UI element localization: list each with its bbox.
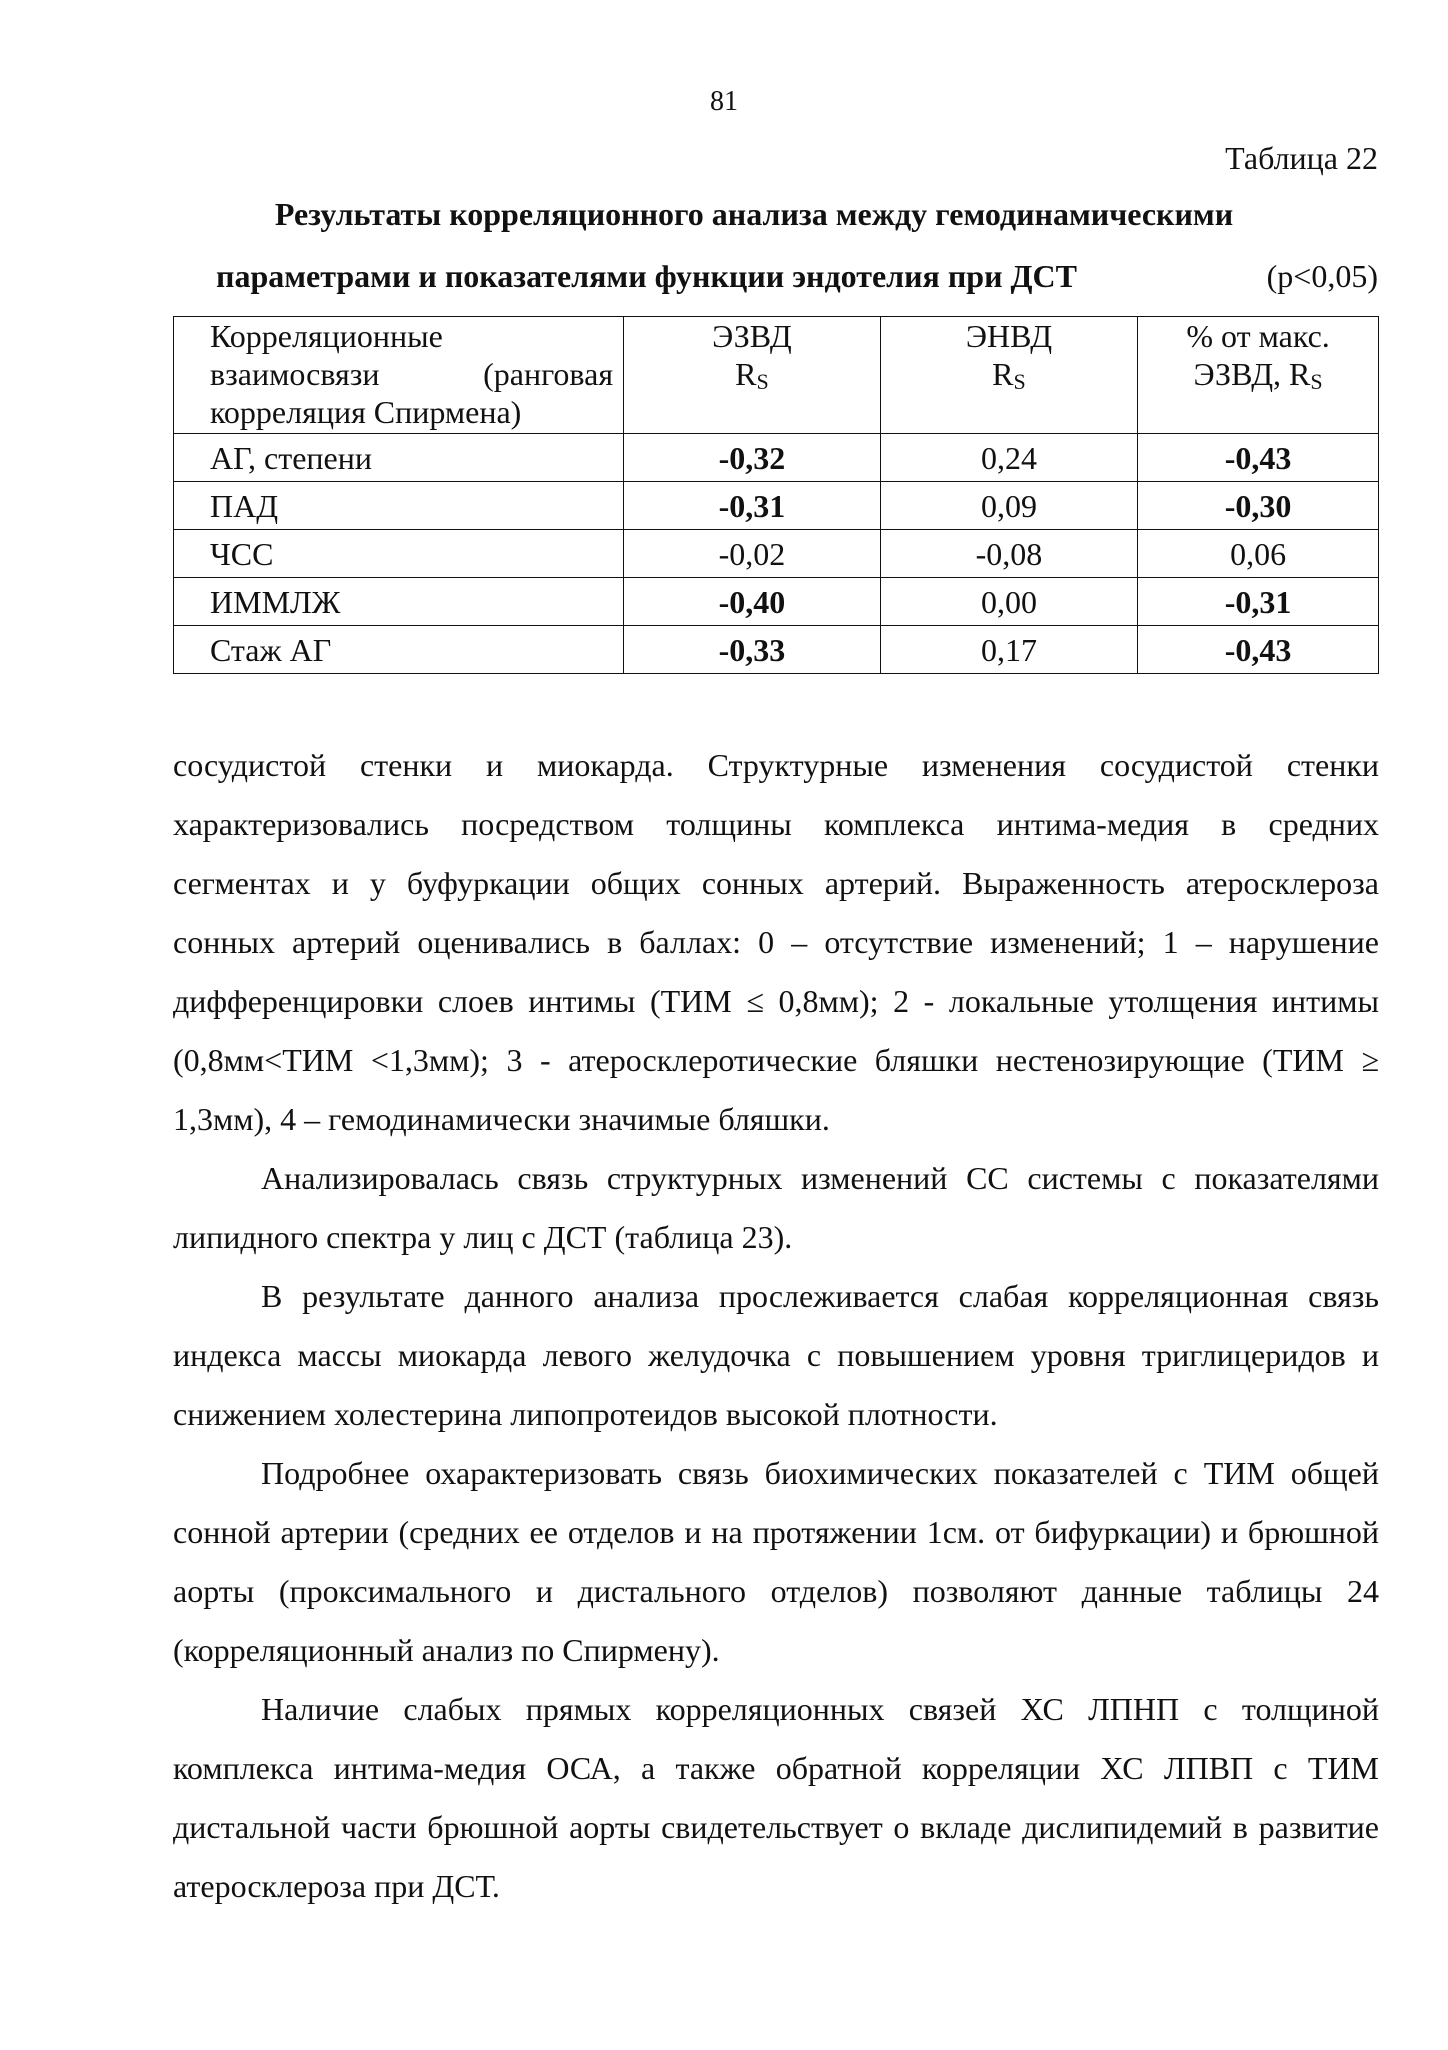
header-envd bbox=[880, 317, 1137, 434]
header-col1-line2 bbox=[210, 355, 613, 393]
cell-ezvd: -0,32 bbox=[624, 434, 881, 482]
header-correlation-type bbox=[174, 317, 624, 434]
row-label: АГ, степени bbox=[174, 434, 624, 482]
row-label: ИММЛЖ bbox=[174, 578, 624, 626]
cell-ezvd: -0,31 bbox=[624, 482, 881, 530]
cell-pct-max-ezvd: -0,43 bbox=[1138, 626, 1379, 674]
body-text bbox=[173, 736, 1379, 1916]
paragraph-4: Подробнее охарактеризовать связь биохимических показателей с ТИМ общей сонной артерии (средних ее отделов и на протяжении 1см. от бифуркации) и брюшной аорты (проксимального и дистального отделов) позволяют данные таблицы 24 (корреляционный анализ по Спирмену). bbox=[173, 1455, 1379, 1668]
cell-ezvd: -0,02 bbox=[624, 530, 881, 578]
header-pct-line2 bbox=[1144, 355, 1372, 401]
header-col1-line2-left: взаимосвязи bbox=[210, 356, 380, 392]
header-ezvd-stat bbox=[630, 355, 874, 401]
cell-envd: 0,24 bbox=[880, 434, 1137, 482]
header-ezvd-name: ЭЗВД bbox=[712, 318, 792, 354]
cell-pct-max-ezvd: -0,31 bbox=[1138, 578, 1379, 626]
cell-envd: 0,17 bbox=[880, 626, 1137, 674]
header-col1-line2-right: (ранговая bbox=[483, 356, 614, 392]
paragraph-1: сосудистой стенки и миокарда. Структурные изменения сосудистой стенки характеризовались посредством толщины комплекса интима-медия в средних сегментах и у буфуркации общих сонных артерий. Выраженность атеросклероза сонных артерий оценивались в баллах: 0 – отсутствие изменений; 1 – нарушение дифференцировки слоев интимы (ТИМ ≤ 0,8мм); 2 - локальные утолщения интимы (0,8мм<ТИМ <1,3мм); 3 - атеросклеротические бляшки нестенозирующие (ТИМ ≥ 1,3мм), 4 – гемодинамически значимые бляшки. bbox=[173, 747, 1379, 1137]
table-body bbox=[174, 434, 1379, 674]
cell-pct-max-ezvd: -0,30 bbox=[1138, 482, 1379, 530]
row-label: ПАД bbox=[174, 482, 624, 530]
header-pct-line2-text: ЭЗВД, R bbox=[1193, 356, 1311, 392]
page-number: 81 bbox=[710, 86, 738, 117]
correlation-table bbox=[173, 316, 1379, 674]
header-ezvd-stat-letter: R bbox=[735, 356, 757, 392]
header-col1-line1: Корреляционные bbox=[210, 318, 443, 354]
header-envd-stat-letter: R bbox=[992, 356, 1014, 392]
header-pct-line1: % от макс. bbox=[1186, 318, 1330, 354]
row-label: ЧСС bbox=[174, 530, 624, 578]
cell-pct-max-ezvd: 0,06 bbox=[1138, 530, 1379, 578]
table-header-row bbox=[174, 317, 1379, 434]
row-label: Стаж АГ bbox=[174, 626, 624, 674]
header-envd-stat bbox=[887, 355, 1131, 401]
header-ezvd-stat-sub: S bbox=[756, 369, 769, 394]
table-row bbox=[174, 482, 1379, 530]
header-pct-line2-sub: S bbox=[1310, 369, 1323, 394]
cell-envd: 0,00 bbox=[880, 578, 1137, 626]
header-pct-max-ezvd bbox=[1138, 317, 1379, 434]
header-col1-line3: корреляция Спирмена) bbox=[210, 394, 522, 430]
paragraph-5: Наличие слабых прямых корреляционных связей ХС ЛПНП с толщиной комплекса интима-медия ОСА, а также обратной корреляции ХС ЛПВП с ТИМ дистальной части брюшной аорты свидетельствует о вкладе дислипидемий в развитие атеросклероза при ДСТ. bbox=[173, 1691, 1379, 1904]
header-envd-name: ЭНВД bbox=[965, 318, 1053, 354]
significance-level: (p<0,05) bbox=[1266, 258, 1378, 294]
cell-pct-max-ezvd: -0,43 bbox=[1138, 434, 1379, 482]
table-label: Таблица 22 bbox=[1225, 140, 1378, 176]
paragraph-3: В результате данного анализа прослеживается слабая корреляционная связь индекса массы миокарда левого желудочка с повышением уровня триглицеридов и снижением холестерина липопротеидов высокой плотности. bbox=[173, 1278, 1379, 1432]
header-envd-stat-sub: S bbox=[1013, 369, 1026, 394]
paragraph-2: Анализировалась связь структурных изменений СС системы с показателями липидного спектра у лиц с ДСТ (таблица 23). bbox=[173, 1160, 1379, 1255]
cell-envd: 0,09 bbox=[880, 482, 1137, 530]
table-row bbox=[174, 434, 1379, 482]
header-ezvd bbox=[624, 317, 881, 434]
cell-envd: -0,08 bbox=[880, 530, 1137, 578]
cell-ezvd: -0,40 bbox=[624, 578, 881, 626]
table-row bbox=[174, 626, 1379, 674]
table-row bbox=[174, 530, 1379, 578]
table-row bbox=[174, 578, 1379, 626]
table-caption-line-2: параметрами и показателями функции эндотелия при ДСТ bbox=[216, 258, 1077, 294]
cell-ezvd: -0,33 bbox=[624, 626, 881, 674]
table-caption-line-1: Результаты корреляционного анализа между гемодинамическими bbox=[274, 196, 1234, 232]
